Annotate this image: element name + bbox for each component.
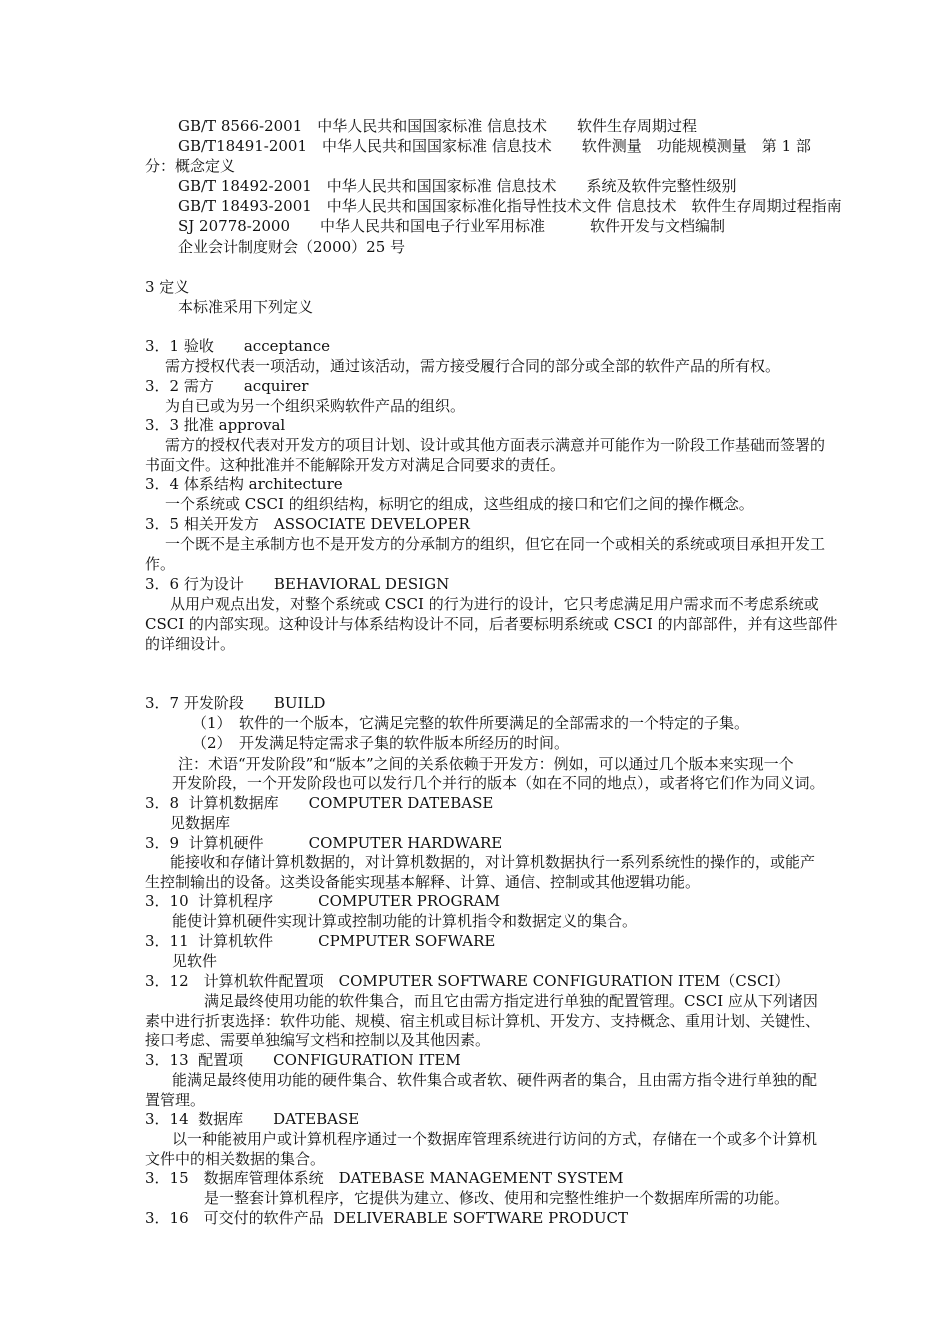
definition-text: 是一整套计算机程序，它提供为建立、修改、使用和完整性维护一个数据库所需的功能。 <box>204 1189 790 1207</box>
definition-term: 3．16 可交付的软件产品 DELIVERABLE SOFTWARE PRODUCT <box>145 1209 628 1227</box>
section-heading: 3 定义 <box>145 278 190 296</box>
definition-text: 能使计算机硬件实现计算或控制功能的计算机指令和数据定义的集合。 <box>172 912 638 930</box>
definition-term: 3．2 需方 acquirer <box>145 377 309 395</box>
definition-term: 3．6 行为设计 BEHAVIORAL DESIGN <box>145 575 450 593</box>
definition-term: 3．15 数据库管理体系统 DATEBASE MANAGEMENT SYSTEM <box>145 1169 624 1187</box>
definition-text: 以一种能被用户或计算机程序通过一个数据库管理系统进行访问的方式，存储在一个或多个计算机 <box>172 1130 818 1148</box>
definition-term: 3．12 计算机软件配置项 COMPUTER SOFTWARE CONFIGURATION ITEM（CSCI） <box>145 972 790 990</box>
definition-text: 文件中的相关数据的集合。 <box>145 1150 326 1168</box>
reference-line: 分：概念定义 <box>145 157 236 175</box>
definition-term: 3．7 开发阶段 BUILD <box>145 694 326 712</box>
definition-text: CSCI 的内部实现。这种设计与体系结构设计不同，后者要标明系统或 CSCI 的内部部件，并有这些部件 <box>145 615 838 633</box>
definition-text: 一个既不是主承制方也不是开发方的分承制方的组织，但它在同一个或相关的系统或项目承担开发工 <box>165 535 826 553</box>
definition-note: 开发阶段，一个开发阶段也可以发行几个并行的版本（如在不同的地点），或者将它们作为同义词。 <box>172 774 825 792</box>
definition-term: 3．5 相关开发方 ASSOCIATE DEVELOPER <box>145 515 470 533</box>
definition-text: 素中进行折衷选择：软件功能、规模、宿主机或目标计算机、开发方、支持概念、重用计划、关键性、 <box>145 1012 821 1030</box>
definition-text: 需方授权代表一项活动，通过该活动，需方接受履行合同的部分或全部的软件产品的所有权。 <box>165 357 781 375</box>
definition-text: 需方的授权代表对开发方的项目计划、设计或其他方面表示满意并可能作为一阶段工作基础而签署的 <box>165 436 826 454</box>
definition-text: 见数据库 <box>170 814 231 832</box>
definition-text: （2） 开发满足特定需求子集的软件版本所经历的时间。 <box>192 734 570 752</box>
definition-text: 作。 <box>145 555 176 573</box>
reference-line: 企业会计制度财会（2000）25 号 <box>178 238 406 256</box>
definition-text: 为自已或为另一个组织采购软件产品的组织。 <box>165 397 466 415</box>
reference-line: GB/T 18492-2001 中华人民共和国国家标准 信息技术 系统及软件完整性级别 <box>178 177 737 195</box>
definition-term: 3．1 验收 acceptance <box>145 337 330 355</box>
definition-term: 3．3 批准 approval <box>145 416 286 434</box>
definition-text: 满足最终使用功能的软件集合，而且它由需方指定进行单独的配置管理。CSCI 应从下列诸因 <box>204 992 818 1010</box>
definition-text: （1） 软件的一个版本，它满足完整的软件所要满足的全部需求的一个特定的子集。 <box>192 714 750 732</box>
definition-text: 生控制输出的设备。这类设备能实现基本解释、计算、通信、控制或其他逻辑功能。 <box>145 873 701 891</box>
reference-line: SJ 20778-2000 中华人民共和国电子行业军用标准 软件开发与文档编制 <box>178 217 726 235</box>
definition-term: 3．13 配置项 CONFIGURATION ITEM <box>145 1051 461 1069</box>
definition-term: 3．9 计算机硬件 COMPUTER HARDWARE <box>145 834 503 852</box>
definition-text: 书面文件。这种批准并不能解除开发方对满足合同要求的责任。 <box>145 456 566 474</box>
definition-text: 的详细设计。 <box>145 635 236 653</box>
section-intro: 本标准采用下列定义 <box>178 298 314 316</box>
reference-line: GB/T 18493-2001 中华人民共和国国家标准化指导性技术文件 信息技术 软件生存周期过程指南 <box>178 197 842 215</box>
definition-text: 从用户观点出发，对整个系统或 CSCI 的行为进行的设计，它只考虑满足用户需求而不考虑系统或 <box>170 595 819 613</box>
definition-term: 3．4 体系结构 architecture <box>145 475 343 493</box>
definition-term: 3．10 计算机程序 COMPUTER PROGRAM <box>145 892 500 910</box>
reference-line: GB/T 8566-2001 中华人民共和国国家标准 信息技术 软件生存周期过程 <box>178 117 698 135</box>
definition-text: 见软件 <box>172 952 218 970</box>
definition-term: 3．8 计算机数据库 COMPUTER DATEBASE <box>145 794 494 812</box>
definition-note: 注：术语“开发阶段”和“版本”之间的关系依赖于开发方：例如，可以通过几个版本来实现一个 <box>178 755 794 773</box>
reference-line: GB/T18491-2001 中华人民共和国国家标准 信息技术 软件测量 功能规模测量 第 1 部 <box>178 137 811 155</box>
definition-text: 接口考虑、需要单独编写文档和控制以及其他因素。 <box>145 1031 491 1049</box>
definition-text: 置管理。 <box>145 1091 206 1109</box>
definition-text: 能满足最终使用功能的硬件集合、软件集合或者软、硬件两者的集合，且由需方指令进行单独的配 <box>172 1071 818 1089</box>
definition-text: 能接收和存储计算机数据的，对计算机数据的，对计算机数据执行一系列系统性的操作的，或能产 <box>170 853 816 871</box>
definition-text: 一个系统或 CSCI 的组织结构，标明它的组成，这些组成的接口和它们之间的操作概念。 <box>165 495 754 513</box>
definition-term: 3．11 计算机软件 CPMPUTER SOFWARE <box>145 932 496 950</box>
definition-term: 3．14 数据库 DATEBASE <box>145 1110 360 1128</box>
